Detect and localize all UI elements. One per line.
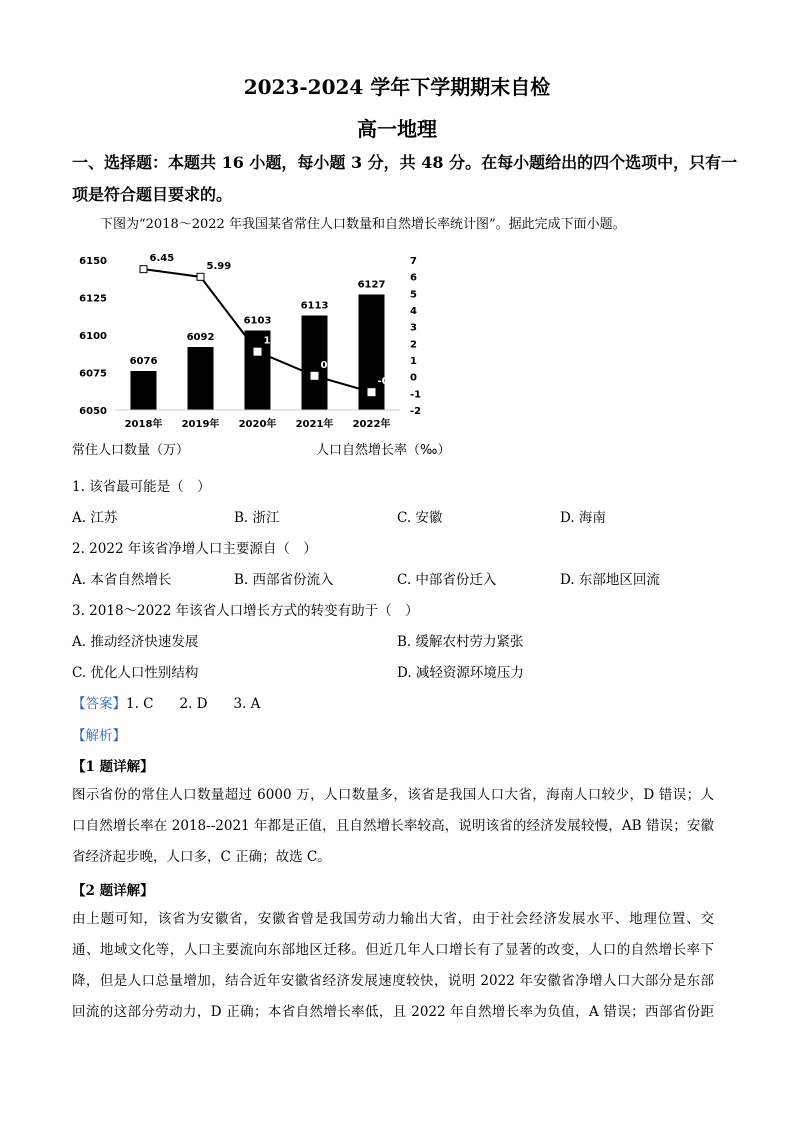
detail-2-paragraph <box>72 904 714 1028</box>
right-axis-tick-label: 5 <box>410 289 417 301</box>
growth-rate-point <box>311 372 318 379</box>
question-1-option-a: A. 江苏 <box>72 510 118 526</box>
page-subtitle: 高一地理 <box>357 117 437 141</box>
detail-1-title: 【1 题详解】 <box>72 759 154 775</box>
question-1-option-c: C. 安徽 <box>397 510 443 526</box>
left-axis-tick-label: 6150 <box>79 256 107 267</box>
right-axis-tick-label: -2 <box>410 406 422 417</box>
question-intro: 下图为“2018～2022 年我国某省常住人口数量和自然增长率统计图”。据此完成下面小题。 <box>100 217 626 232</box>
question-2-option-b: B. 西部省份流入 <box>234 572 334 588</box>
x-axis-tick-label: 2020年 <box>238 419 277 430</box>
bar-value-label: 6092 <box>186 332 215 343</box>
detail-2-line: 通、地域文化等，人口主要流向东部地区迁移。但近几年人口增长有了显著的改变，人口的自然增长率下 <box>72 942 714 958</box>
population-chart <box>60 245 460 435</box>
answer-item-3: 3. A <box>233 696 261 712</box>
right-axis-tick-label: -1 <box>410 389 422 401</box>
left-axis-tick-label: 6050 <box>79 406 107 417</box>
bar-value-label: 6127 <box>357 279 386 291</box>
right-axis-tick-label: 6 <box>410 272 417 284</box>
question-2-option-a: A. 本省自然增长 <box>72 572 172 588</box>
x-axis-tick-label: 2021年 <box>295 419 334 430</box>
bar <box>131 371 157 410</box>
right-axis-tick-label: 0 <box>410 372 417 384</box>
detail-1-line: 省经济起步晚，人口多，C 正确；故选 C。 <box>72 849 331 865</box>
growth-rate-point <box>368 389 375 396</box>
growth-rate-label: -0.93 <box>377 376 407 388</box>
bar-value-label: 6113 <box>300 300 329 312</box>
x-axis-tick-label: 2019年 <box>181 419 220 430</box>
bar <box>188 347 214 410</box>
question-3-option-d: D. 减轻资源环境压力 <box>397 665 524 681</box>
left-axis-tick-label: 6100 <box>79 331 107 342</box>
answer-tag: 【答案】 <box>72 696 126 712</box>
left-axis-tick-label: 6075 <box>79 368 107 380</box>
question-2-option-d: D. 东部地区回流 <box>560 572 660 588</box>
page-title: 2023-2024 学年下学期期末自检 <box>243 75 551 99</box>
bar-value-label: 6076 <box>129 356 158 367</box>
detail-2-line: 由上题可知，该省为安徽省，安徽省曾是我国劳动力输出大省，由于社会经济发展水平、地理位置、交 <box>72 911 714 927</box>
growth-rate-label: 5.99 <box>206 260 232 272</box>
question-3-option-a: A. 推动经济快速发展 <box>72 634 199 650</box>
x-axis-tick-label: 2018年 <box>124 419 163 430</box>
analysis-tag: 【解析】 <box>72 728 126 744</box>
growth-rate-label: 6.45 <box>149 253 175 265</box>
question-1-option-b: B. 浙江 <box>234 510 280 526</box>
detail-1-line: 图示省份的常住人口数量超过 6000 万，人口数量多，该省是我国人口大省，海南人口较少，D 错误；人 <box>72 787 714 803</box>
detail-1-paragraph <box>72 780 714 873</box>
growth-rate-point <box>140 266 147 273</box>
left-axis-tick-label: 6125 <box>79 293 107 305</box>
answer-item-1: 1. C <box>126 696 154 712</box>
growth-rate-label: 1.5 <box>263 335 282 347</box>
right-axis-tick-label: 3 <box>410 322 417 334</box>
right-axis-tick-label: 7 <box>410 256 417 267</box>
question-1-stem: 1. 该省最可能是（ ） <box>72 479 211 495</box>
question-2-option-c: C. 中部省份迁入 <box>397 572 497 588</box>
right-axis-tick-label: 1 <box>410 356 417 367</box>
right-axis-tick-label: 2 <box>410 339 417 351</box>
detail-2-line: 回流的这部分劳动力，D 正确；本省自然增长率低，且 2022 年自然增长率为负值，A 错误；西部省份距 <box>72 1004 714 1020</box>
bar-value-label: 6103 <box>243 315 272 327</box>
question-1-option-d: D. 海南 <box>560 510 606 526</box>
growth-rate-label: 0.05 <box>320 359 346 371</box>
x-axis-tick-label: 2022年 <box>352 419 391 430</box>
chart-right-axis-label: 人口自然增长率（‰） <box>316 443 451 458</box>
detail-1-line: 口自然增长率在 2018--2021 年都是正值，且自然增长率较高，说明该省的经济发展较慢，AB 错误；安徽 <box>72 818 714 834</box>
question-3-stem: 3. 2018～2022 年该省人口增长方式的转变有助于（ ） <box>72 603 419 619</box>
section-heading-line1: 一、选择题：本题共 16 小题，每小题 3 分，共 48 分。在每小题给出的四个选项中，只有一 <box>72 153 738 172</box>
chart-left-axis-label: 常住人口数量（万） <box>72 443 190 458</box>
answer-line <box>72 692 260 712</box>
question-3-option-b: B. 缓解农村劳力紧张 <box>397 634 524 650</box>
growth-rate-point <box>254 348 261 355</box>
answer-item-2: 2. D <box>179 696 208 712</box>
growth-rate-point <box>197 273 204 280</box>
detail-2-title: 【2 题详解】 <box>72 883 154 899</box>
right-axis-tick-label: 4 <box>410 306 417 317</box>
question-2-stem: 2. 2022 年该省净增人口主要源自（ ） <box>72 541 317 557</box>
question-3-option-c: C. 优化人口性别结构 <box>72 665 199 681</box>
detail-2-line: 降，但是人口总量增加，结合近年安徽省经济发展速度较快，说明 2022 年安徽省净增人口大部分是东部 <box>72 973 714 989</box>
section-heading-line2: 项是符合题目要求的。 <box>72 185 233 204</box>
